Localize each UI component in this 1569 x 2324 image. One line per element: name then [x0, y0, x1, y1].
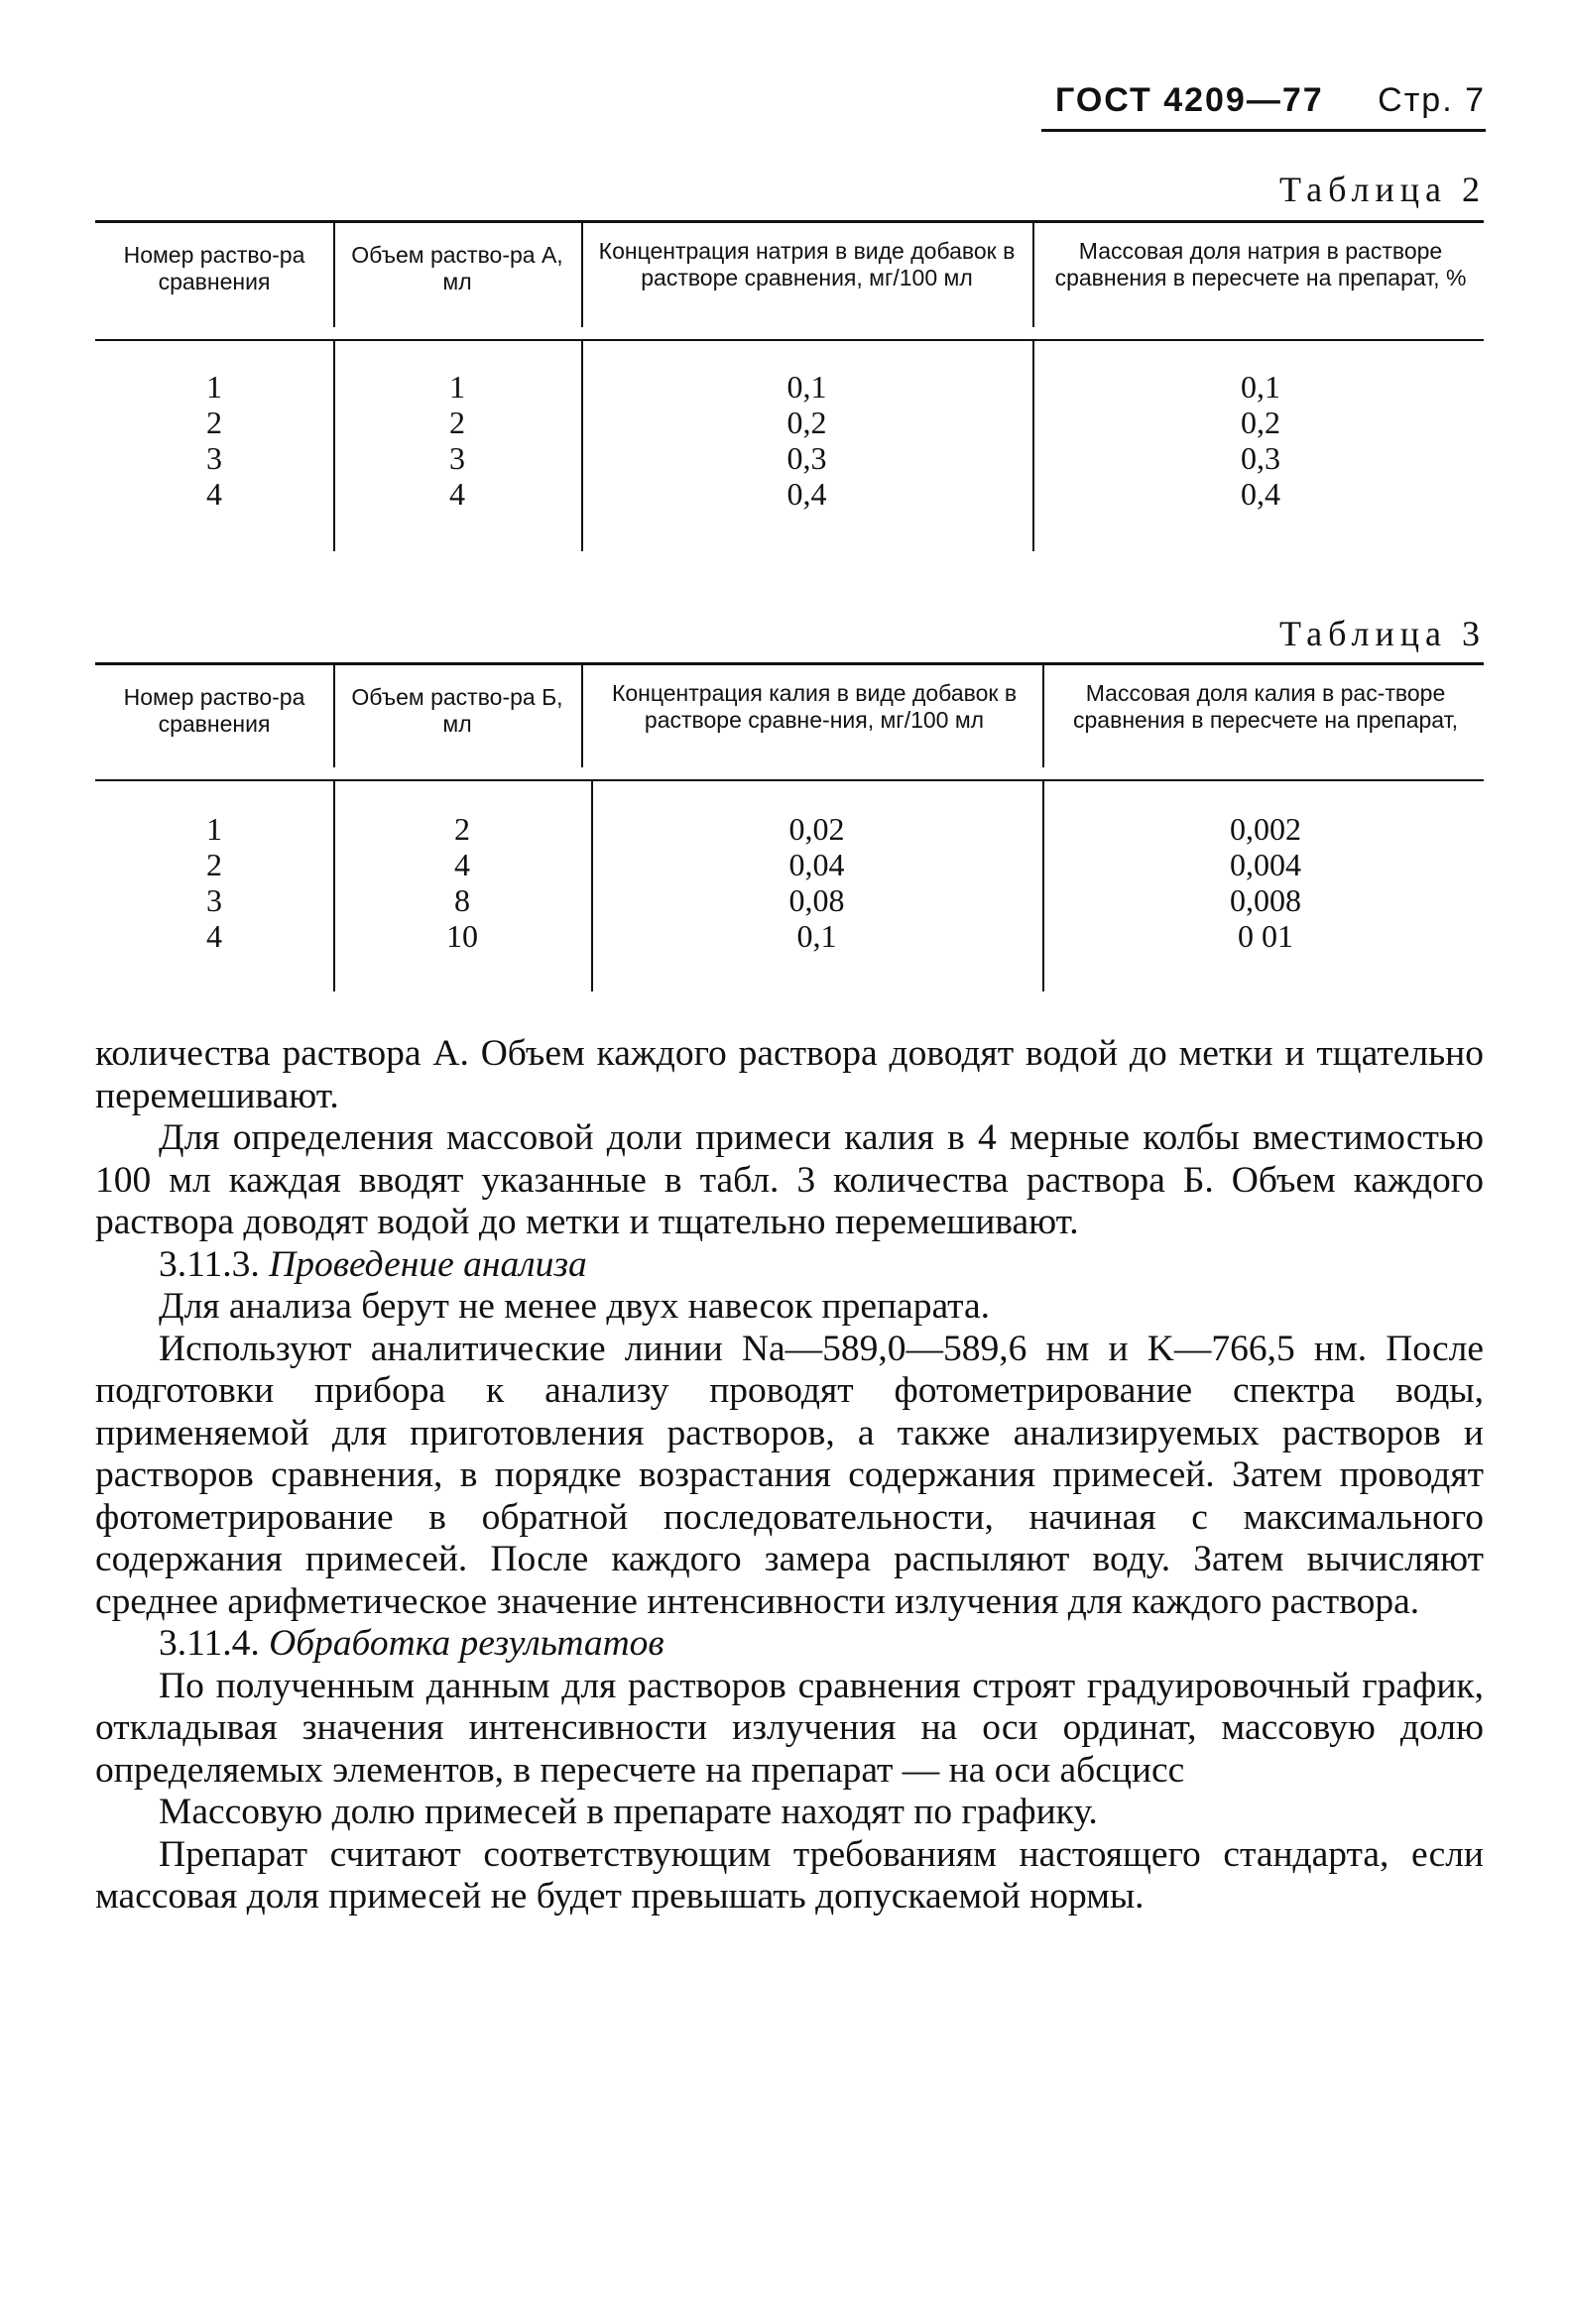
table3-column-concentration	[596, 811, 1037, 954]
table3-header-concentration: Концентрация калия в виде добавок в растворе сравне-ния, мг/100 мл	[611, 680, 1018, 733]
table3-caption: Таблица 3	[1279, 614, 1486, 653]
table2-header-mass-fraction: Массовая доля натрия в растворе сравнения в пересчете на препарат, %	[1054, 238, 1467, 290]
table2-header-rule	[95, 339, 1484, 341]
table2-col-divider	[581, 341, 583, 551]
table-cell: 0,2	[1241, 405, 1280, 440]
table2-col-divider	[581, 222, 583, 327]
section-title: Проведение анализа	[269, 1243, 587, 1285]
table-cell: 0,3	[786, 440, 827, 476]
table-cell: 0,004	[1230, 847, 1301, 882]
table-cell: 4	[206, 918, 222, 954]
table-cell: 1	[206, 369, 222, 405]
table-cell: 0,002	[1230, 811, 1301, 847]
table2-top-rule	[95, 220, 1484, 223]
section-number: 3.11.3.	[159, 1243, 260, 1285]
table-cell: 2	[454, 811, 470, 847]
section-heading-3-11-3	[95, 1244, 1484, 1287]
paragraph: Для анализа берут не менее двух навесок препарата.	[159, 1286, 991, 1327]
table-cell: 1	[449, 369, 465, 405]
table3-col-divider	[581, 664, 583, 767]
table3-header-volume: Объем раство-ра Б, мл	[351, 684, 563, 737]
table-cell: 0,3	[1241, 440, 1280, 476]
table-cell: 4	[206, 476, 222, 512]
table2-caption: Таблица 2	[1279, 170, 1486, 209]
table2-column-number	[95, 369, 333, 512]
section-title: Обработка результатов	[269, 1623, 664, 1664]
table3	[95, 662, 1484, 999]
table-cell: 0,08	[788, 882, 845, 918]
standard-number: ГОСТ 4209—77	[1055, 81, 1324, 119]
table2	[95, 220, 1484, 559]
table-cell: 0,4	[1241, 476, 1280, 512]
table-cell: 3	[206, 882, 222, 918]
table2-column-mass-fraction	[1037, 369, 1484, 512]
table2-column-concentration	[586, 369, 1027, 512]
table2-column-volume	[338, 369, 576, 512]
body-text	[95, 1033, 1484, 1918]
table2-col-divider	[333, 341, 335, 551]
paragraph: По полученным данным для растворов сравнения строят градуировочный график, откладывая значения интенсивности излучения на оси ординат, массовую долю определяемых элементов, в пересчете на препарат — на оси абсцисс	[95, 1665, 1484, 1791]
section-number: 3.11.4.	[159, 1623, 260, 1664]
section-heading-3-11-4	[95, 1623, 1484, 1666]
table3-header-rule	[95, 779, 1484, 781]
table-cell: 0,4	[786, 476, 827, 512]
table3-col-divider	[1042, 781, 1044, 991]
table3-column-mass-fraction	[1047, 811, 1484, 954]
header-rule	[1041, 129, 1486, 132]
table3-col-divider	[333, 664, 335, 767]
table-cell: 3	[449, 440, 465, 476]
table3-col-divider	[1042, 664, 1044, 767]
table2-col-divider	[1032, 222, 1034, 327]
table3-col-divider	[591, 781, 593, 991]
table3-header-solution-number: Номер раство-ра сравнения	[123, 684, 305, 737]
table2-col-divider	[333, 222, 335, 327]
table-cell: 2	[449, 405, 465, 440]
table2-col-divider	[1032, 341, 1034, 551]
table-cell: 4	[449, 476, 465, 512]
table3-top-rule	[95, 662, 1484, 665]
table-cell: 0,008	[1230, 882, 1301, 918]
table-cell: 0,1	[1241, 369, 1280, 405]
table-cell: 0,02	[788, 811, 845, 847]
table3-column-number	[95, 811, 333, 954]
paragraph: Препарат считают соответствующим требованиям настоящего стандарта, если массовая доля примесей не будет превышать допускаемой нормы.	[95, 1833, 1484, 1917]
table2-header-volume: Объем раство-ра А, мл	[351, 242, 563, 294]
table2-header-concentration: Концентрация натрия в виде добавок в растворе сравнения, мг/100 мл	[598, 238, 1016, 290]
table-cell: 0,04	[788, 847, 845, 882]
paragraph: Для определения массовой доли примеси калия в 4 мерные колбы вместимостью 100 мл каждая вводят указанные в табл. 3 количества раствора Б. Объем каждого раствора доводят водой до метки и тщательно перемешивают.	[95, 1117, 1484, 1242]
table-cell: 1	[206, 811, 222, 847]
table3-column-volume	[338, 811, 586, 954]
table-cell: 0,1	[786, 369, 827, 405]
table-cell: 2	[206, 405, 222, 440]
table-cell: 10	[446, 918, 478, 954]
table-cell: 3	[206, 440, 222, 476]
table-cell: 0 01	[1238, 918, 1293, 954]
paragraph: количества раствора А. Объем каждого раствора доводят водой до метки и тщательно перемешивают.	[95, 1033, 1484, 1116]
page-number: Стр. 7	[1378, 81, 1486, 119]
table-cell: 2	[206, 847, 222, 882]
table-cell: 4	[454, 847, 470, 882]
table-cell: 8	[454, 882, 470, 918]
table3-header-mass-fraction: Массовая доля калия в рас-творе сравнения в пересчете на препарат,	[1073, 680, 1458, 733]
table2-header-solution-number: Номер раство-ра сравнения	[123, 242, 305, 294]
page-header	[1041, 81, 1486, 133]
table-cell: 0,1	[796, 918, 837, 954]
table3-col-divider	[333, 781, 335, 991]
table-cell: 0,2	[786, 405, 827, 440]
paragraph: Массовую долю примесей в препарате находят по графику.	[159, 1792, 1098, 1832]
paragraph: Используют аналитические линии Na—589,0—589,6 нм и K—766,5 нм. После подготовки прибора к анализу проводят фотометрирование спектра воды, применяемой для приготовления растворов, а также анализируемых растворов и растворов сравнения, в порядке возрастания содержания примесей. Затем проводят фотометрирование в обратной последовательности, начиная с максимального содержания примесей. После каждого замера распыляют воду. Затем вычисляют среднее арифметическое значение интенсивности излучения для каждого раствора.	[95, 1328, 1484, 1622]
